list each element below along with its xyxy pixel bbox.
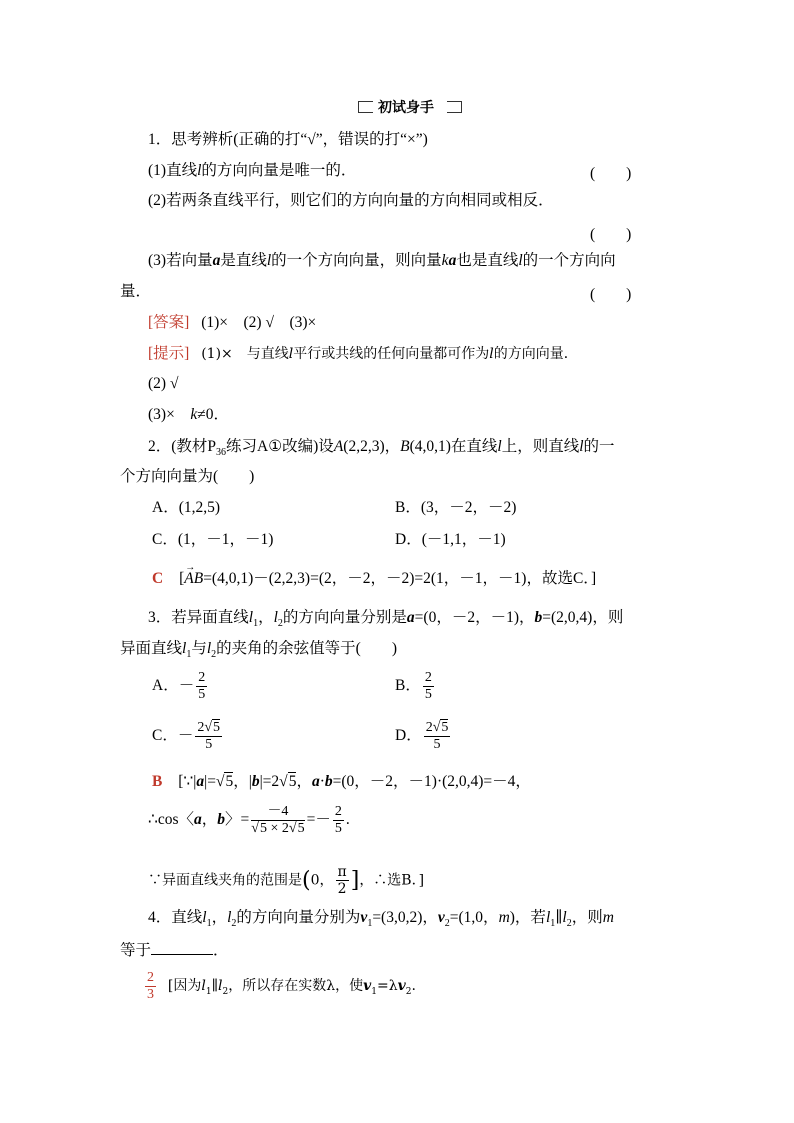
q4-solution: $\frac{2}{3}$ [因为$l_1\parallel l_2$，所以存在实数λ，使$v_1=\lambda v_2$. [147,970,416,1002]
answer-label: [答案] [148,314,190,331]
q2-option-a: A．(1,2,5) [152,499,221,516]
q3-answer-letter: B [152,773,163,790]
q2-stem-2: 个方向向量为( ) [120,468,255,485]
q4-stem-2: 等于 ． [120,942,229,959]
q1-item-2: (2)若两条直线平行，则它们的方向向量的方向相同或相反． [148,192,554,209]
q3-stem-2: 异面直线$l_1$与$l_2$的夹角的余弦值等于( ) [120,640,397,661]
section-title: 初试身手 [378,100,434,116]
section-header [358,97,462,117]
q1-item-3-cont: 量． [120,283,152,300]
q4-stem-1: 4．直线$l_1$，$l_2$的方向向量分别为$v_1=(3,0,2)$，$v_2=(1,0$，m)，若$l_1\parallel l_2$，则m [148,909,614,930]
q1-paren-3: ( ) [590,286,632,303]
q3-option-a: A．－ $\frac{2}{5}$ [152,670,206,702]
q1-item-1: (1)直线l的方向向量是唯一的． [148,162,357,179]
q3-option-d: D． $\frac{2√5}{5}$ [395,720,449,752]
q3-solution-2: ∴cos〈a，b〉= $\frac{-4}{√5 \times 2√5}$ =－ $\frac{2}{5}$ . [148,804,350,836]
q1-hint-3: (3)× k≠0． [148,406,229,423]
answer-text: (1)× (2) √ (3)× [201,314,317,331]
q4-answer: $\frac{2}{3}$ [147,970,154,1002]
q1-hint-2: (2) √ [148,375,179,392]
q3-stem-1: 3．若异面直线$l_1$，$l_2$的方向向量分别是a=(0，－2，－1)，b=(2,0,4)，则 [148,609,624,630]
q1-hint-1: [提示] (1)× 与直线l平行或共线的任何向量都可作为l的方向向量． [148,345,578,362]
q3-option-b: B． $\frac{2}{5}$ [395,670,432,702]
q2-option-d: D．(－1,1，－1) [395,531,506,548]
q1-paren-1: ( ) [590,165,632,182]
q3-solution-1: B [∵|a|=√5，|b|=2√5，a·b=(0，－2，－1)·(2,0,4)=－4， [152,773,531,790]
q2-solution: C [→ AB=(4,0,1)－(2,2,3)=(2，－2，－2)=2(1，－1，－1)，故选C．] [152,569,596,589]
q3-solution-3: ∵异面直线夹角的范围是(0， $\frac{\pi}{2}$ ]，∴选B．] [148,864,425,897]
hint-label: [提示] [148,345,190,362]
q2-answer-letter: C [152,570,164,587]
q1-stem: 1．思考辨析(正确的打“√”，错误的打“×”) [148,131,428,148]
q2-stem-1: 2．(教材$P_{36}$练习A①改编)设A(2,2,3)，B(4,0,1)在直线l上，则直线l的一 [148,438,615,459]
answer-blank [151,940,213,955]
q2-option-c: C．(1，－1，－1) [152,531,274,548]
q1-item-3: (3)若向量a是直线l的一个方向向量，则向量ka也是直线l的一个方向向 [148,252,616,269]
q1-paren-2: ( ) [590,226,632,243]
q1-answer [148,313,316,333]
q3-option-c: C．－ $\frac{2√5}{5}$ [152,720,221,752]
q2-option-b: B．(3，－2，－2) [395,499,517,516]
header-right-bracket [447,101,462,113]
header-left-bracket [358,101,373,113]
